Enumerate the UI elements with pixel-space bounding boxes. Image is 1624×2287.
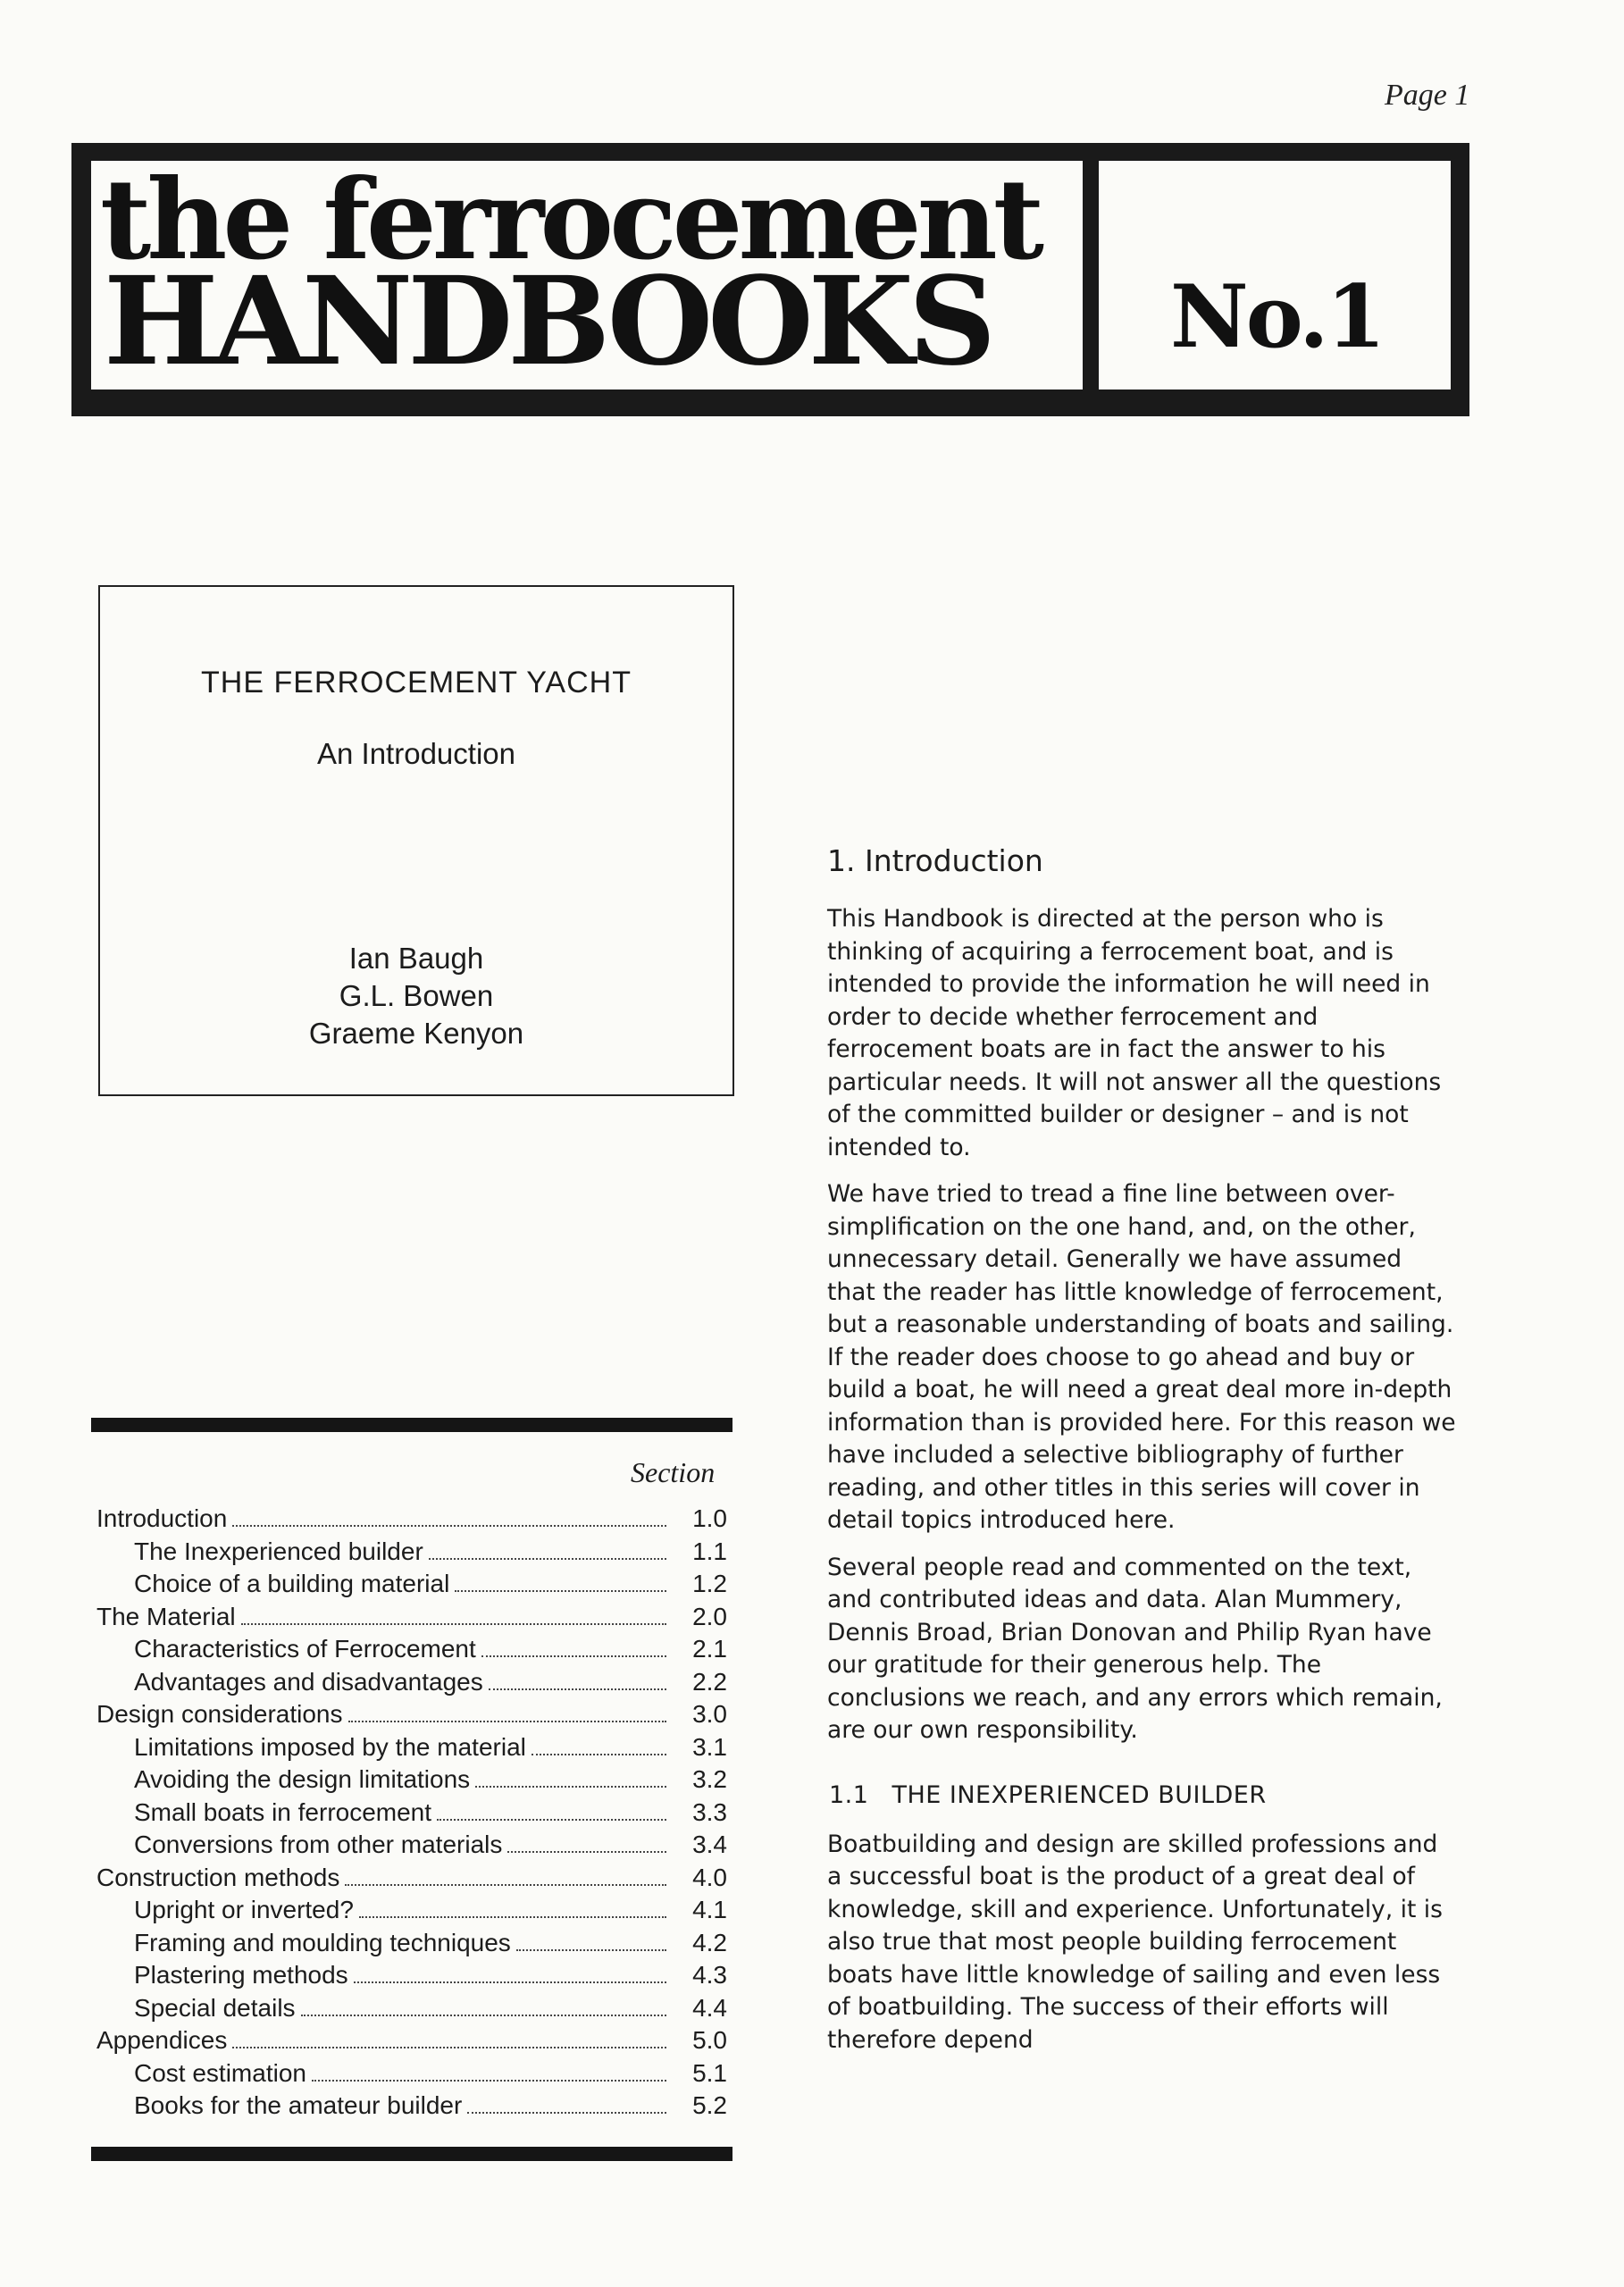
toc-entry-number: 5.1 (692, 2058, 727, 2087)
toc-leader-dots (481, 1655, 666, 1657)
toc-entry-number: 5.2 (692, 2091, 727, 2119)
toc-leader-dots (354, 1981, 666, 1983)
toc-entry (96, 1537, 727, 1571)
toc-entry-label: Upright or inverted? (134, 1896, 354, 1923)
toc-entry-label: Small boats in ferrocement (134, 1797, 432, 1826)
toc-entry-label: Plastering methods (134, 1961, 348, 1989)
masthead (71, 143, 1469, 416)
author: G.L. Bowen (339, 979, 494, 1012)
toc-entry-label: Construction methods (96, 1863, 340, 1891)
book-title: THE FERROCEMENT YACHT (201, 666, 632, 700)
cover-box (98, 585, 734, 1096)
toc-entry (96, 1603, 727, 1636)
masthead-number: No.1 (1170, 266, 1384, 367)
section-heading: 1. Introduction (827, 843, 1043, 878)
toc-leader-dots (232, 2047, 666, 2048)
toc-entry-number: 3.2 (692, 1765, 727, 1793)
paragraph: We have tried to tread a fine line between over-simplification on the one hand, and, on the other, unnecessary detail. Generally we have assumed that the reader has little knowledge of ferrocement, but a reasonable understanding of boats and sailing. If the reader does choose to go ahead and buy or build a boat, he will need a great deal more in-depth information than is provided here. For this reason we have included a selective bibliography of further reading, and other titles in this series will cover in detail topics introduced here. (827, 1180, 1456, 1534)
toc-entry-label: Characteristics of Ferrocement (134, 1635, 476, 1663)
article-column (827, 843, 1457, 2071)
toc-entry-number: 5.0 (692, 2026, 727, 2054)
subsection-heading (829, 1781, 1457, 1809)
toc-entry-label: Books for the amateur builder (134, 2091, 463, 2119)
paragraph: Several people read and commented on the text, and contributed ideas and data. Alan Mummery, Dennis Broad, Brian Donovan and Philip Ryan have our gratitude for their generous help. The conclusions we reach, and any errors which remain, are our own responsibility. (827, 1553, 1443, 1744)
toc-leader-dots (232, 1525, 666, 1527)
toc-entry-label: Framing and moulding techniques (134, 1928, 511, 1956)
toc-entry-number: 4.4 (692, 1993, 727, 2022)
toc-entry-label: Conversions from other materials (134, 1830, 503, 1858)
toc-entry-label: Design considerations (96, 1700, 343, 1728)
toc-leader-dots (345, 1884, 666, 1886)
toc-entry (96, 1733, 727, 1766)
toc-leader-dots (241, 1623, 666, 1625)
toc-entry-number: 1.2 (692, 1570, 727, 1597)
toc-entry-label: The Material (96, 1602, 236, 1630)
toc-entry (96, 1504, 727, 1537)
toc-entry-number: 3.1 (692, 1732, 727, 1761)
authors (100, 940, 732, 1052)
toc-entry-number: 1.1 (692, 1537, 727, 1565)
toc-leader-dots (467, 2112, 666, 2114)
toc-entry (96, 1896, 727, 1929)
toc-entry (96, 1635, 727, 1668)
masthead-line2: HANDBOOKS (104, 250, 992, 393)
toc-entry-label: Choice of a building material (134, 1570, 450, 1597)
toc-entry-number: 4.3 (692, 1961, 727, 1989)
author: Graeme Kenyon (308, 1017, 524, 1050)
toc-entry-number: 4.1 (692, 1896, 727, 1923)
toc-entry (96, 1668, 727, 1701)
table-of-contents (96, 1504, 727, 2124)
toc-entry-label: The Inexperienced builder (134, 1537, 423, 1565)
author: Ian Baugh (348, 942, 484, 975)
toc-entry-label: Appendices (96, 2026, 228, 2054)
contents-section-header: Section (631, 1456, 716, 1488)
toc-entry-label: Advantages and disadvantages (134, 1667, 483, 1696)
toc-leader-dots (301, 2015, 666, 2016)
toc-leader-dots (475, 1786, 666, 1788)
paragraph: This Handbook is directed at the person who is thinking of acquiring a ferrocement boat, and is intended to provide the information he will need in order to decide whether ferrocement and ferrocement boats are in fact the answer to his particular needs. It will not answer all the questions of the committed builder or designer – and is not intended to. (827, 905, 1442, 1161)
toc-entry-label: Special details (134, 1993, 296, 2022)
toc-entry (96, 1830, 727, 1864)
paragraph: Boatbuilding and design are skilled professions and a successful boat is the product of a great deal of knowledge, skill and experience. Unfortunately, it is also true that most people building ferrocement boats have little knowledge of sailing and even less of boatbuilding. The success of their efforts will therefore depend (827, 1830, 1443, 2054)
toc-entry (96, 2026, 727, 2059)
toc-leader-dots (312, 2080, 666, 2082)
subsection-title: THE INEXPERIENCED BUILDER (892, 1780, 1267, 1809)
toc-entry (96, 1864, 727, 1897)
masthead-number-panel (1099, 161, 1451, 390)
page-number: Page 1 (1385, 79, 1470, 112)
toc-entry-number: 3.0 (692, 1700, 727, 1728)
toc-entry (96, 1994, 727, 2027)
toc-entry-number: 3.3 (692, 1797, 727, 1826)
toc-leader-dots (516, 1949, 666, 1951)
toc-leader-dots (532, 1754, 666, 1755)
toc-entry (96, 2059, 727, 2092)
toc-leader-dots (437, 1819, 666, 1821)
toc-leader-dots (348, 1721, 667, 1722)
subsection-number: 1.1 (829, 1780, 869, 1809)
toc-leader-dots (507, 1851, 666, 1853)
toc-entry-label: Avoiding the design limitations (134, 1765, 471, 1793)
toc-entry-label: Limitations imposed by the material (134, 1732, 526, 1761)
toc-entry (96, 1798, 727, 1831)
masthead-line1: the ferrocement (100, 155, 1041, 285)
book-subtitle: An Introduction (317, 737, 515, 770)
toc-entry-number: 2.2 (692, 1667, 727, 1696)
toc-entry (96, 1961, 727, 1994)
toc-leader-dots (455, 1590, 666, 1592)
toc-entry-label: Introduction (96, 1504, 228, 1532)
toc-entry-number: 1.0 (692, 1504, 727, 1532)
toc-leader-dots (429, 1558, 666, 1560)
toc-entry-number: 4.0 (692, 1863, 727, 1891)
toc-entry (96, 1700, 727, 1733)
toc-leader-dots (359, 1916, 666, 1918)
contents-bottom-rule (91, 2147, 732, 2161)
toc-entry (96, 1929, 727, 1962)
toc-entry (96, 1765, 727, 1798)
toc-entry-number: 2.1 (692, 1635, 727, 1663)
toc-entry-label: Cost estimation (134, 2058, 306, 2087)
contents-top-rule (91, 1418, 732, 1432)
toc-leader-dots (489, 1688, 666, 1690)
toc-entry-number: 4.2 (692, 1928, 727, 1956)
masthead-title-panel (91, 155, 1083, 393)
toc-entry (96, 2091, 727, 2124)
toc-entry-number: 3.4 (692, 1830, 727, 1858)
toc-entry-number: 2.0 (692, 1602, 727, 1630)
toc-entry (96, 1570, 727, 1603)
